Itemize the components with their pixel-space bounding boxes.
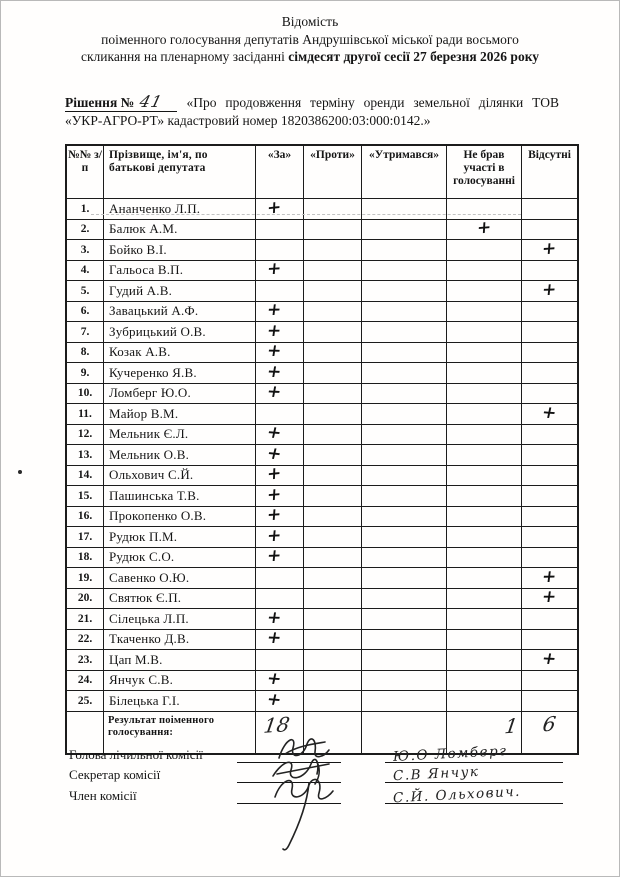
header-vidsutni: Відсутні bbox=[522, 145, 579, 199]
deputy-name-cell: Сілецька Л.П. bbox=[104, 609, 256, 630]
vote-cell-vidsutni bbox=[522, 629, 579, 650]
vote-cell-vidsutni bbox=[522, 670, 579, 691]
vote-cell-utrymavsia bbox=[362, 547, 447, 568]
vote-cell-ne_brav bbox=[447, 650, 522, 671]
vote-mark: + bbox=[264, 668, 284, 690]
vote-mark: + bbox=[264, 689, 284, 711]
vote-cell-proty bbox=[304, 465, 362, 486]
row-number-cell: 3. bbox=[66, 240, 104, 261]
row-number-cell: 19. bbox=[66, 568, 104, 589]
vote-cell-ne_brav bbox=[447, 465, 522, 486]
vote-cell-za bbox=[256, 650, 304, 671]
vote-cell-proty bbox=[304, 301, 362, 322]
vote-cell-ne_brav bbox=[447, 629, 522, 650]
header-ne-brav: Не брав участі в голосуванні bbox=[447, 145, 522, 199]
signature-role: Голова лічильної комісії bbox=[69, 746, 203, 762]
vote-mark: + bbox=[266, 463, 282, 486]
vote-cell-utrymavsia bbox=[362, 445, 447, 466]
deputy-name-cell: Ольхович С.Й. bbox=[104, 465, 256, 486]
vote-cell-vidsutni bbox=[522, 691, 579, 712]
vote-cell-utrymavsia bbox=[362, 342, 447, 363]
signature-line bbox=[237, 787, 341, 804]
row-number-cell: 4. bbox=[66, 260, 104, 281]
title-session-date: сімдесят другої сесії 27 березня 2026 року bbox=[288, 49, 540, 64]
deputy-name-cell: Ломберг Ю.О. bbox=[104, 383, 256, 404]
row-number-cell: 2. bbox=[66, 219, 104, 240]
vote-cell-ne_brav bbox=[447, 486, 522, 507]
result-ne-brav-value: 1 bbox=[503, 713, 520, 738]
vote-mark: + bbox=[541, 279, 558, 301]
deputy-row bbox=[66, 199, 578, 220]
deputy-row bbox=[66, 650, 578, 671]
vote-cell-utrymavsia bbox=[362, 424, 447, 445]
decision-paragraph bbox=[65, 93, 559, 129]
result-label: Результат поіменного голосування: bbox=[104, 711, 256, 754]
vote-cell-ne_brav bbox=[447, 691, 522, 712]
vote-cell-za bbox=[256, 424, 304, 445]
vote-cell-utrymavsia bbox=[362, 486, 447, 507]
title-line-3 bbox=[21, 48, 599, 66]
row-number-cell: 17. bbox=[66, 527, 104, 548]
vote-cell-utrymavsia bbox=[362, 199, 447, 220]
vote-mark: + bbox=[265, 320, 283, 341]
vote-cell-proty bbox=[304, 486, 362, 507]
vote-mark: + bbox=[541, 566, 558, 587]
deputy-name-cell: Козак А.В. bbox=[104, 342, 256, 363]
vote-cell-utrymavsia bbox=[362, 609, 447, 630]
vote-cell-za bbox=[256, 547, 304, 568]
vote-cell-vidsutni bbox=[522, 486, 579, 507]
deputy-row bbox=[66, 691, 578, 712]
decision-number-handwritten: 41 bbox=[137, 92, 165, 111]
vote-cell-vidsutni bbox=[522, 363, 579, 384]
vote-mark: + bbox=[476, 217, 492, 239]
vote-mark: + bbox=[266, 196, 282, 219]
signature-name-line bbox=[385, 783, 563, 806]
vote-cell-za bbox=[256, 568, 304, 589]
vote-cell-proty bbox=[304, 219, 362, 240]
vote-cell-za bbox=[256, 240, 304, 261]
vote-cell-vidsutni bbox=[522, 219, 579, 240]
vote-mark: + bbox=[265, 300, 283, 321]
vote-cell-proty bbox=[304, 383, 362, 404]
vote-cell-proty bbox=[304, 199, 362, 220]
vote-cell-proty bbox=[304, 240, 362, 261]
vote-cell-za bbox=[256, 691, 304, 712]
vote-cell-utrymavsia bbox=[362, 650, 447, 671]
vote-cell-proty bbox=[304, 609, 362, 630]
signature-name-handwritten: С.Й. Ольхович. bbox=[392, 783, 522, 806]
vote-cell-za bbox=[256, 629, 304, 650]
vote-cell-za bbox=[256, 588, 304, 609]
vote-cell-vidsutni bbox=[522, 404, 579, 425]
vote-cell-vidsutni bbox=[522, 527, 579, 548]
deputy-name-cell: Завацький А.Ф. bbox=[104, 301, 256, 322]
row-number-cell: 16. bbox=[66, 506, 104, 527]
vote-cell-ne_brav bbox=[447, 363, 522, 384]
vote-cell-utrymavsia bbox=[362, 363, 447, 384]
deputy-row bbox=[66, 424, 578, 445]
deputy-row bbox=[66, 322, 578, 343]
row-number-cell: 25. bbox=[66, 691, 104, 712]
vote-cell-za bbox=[256, 260, 304, 281]
vote-cell-proty bbox=[304, 670, 362, 691]
signature-name-line bbox=[385, 763, 563, 785]
header-row bbox=[66, 145, 578, 199]
vote-cell-vidsutni bbox=[522, 322, 579, 343]
vote-cell-za bbox=[256, 219, 304, 240]
deputy-name-cell: Зубрицький О.В. bbox=[104, 322, 256, 343]
vote-cell-za bbox=[256, 506, 304, 527]
deputy-row bbox=[66, 260, 578, 281]
row-number-cell: 11. bbox=[66, 404, 104, 425]
header-number: №№ з/п bbox=[66, 145, 104, 199]
vote-cell-ne_brav bbox=[447, 260, 522, 281]
vote-mark: + bbox=[266, 504, 282, 526]
deputy-name-cell: Мельник О.В. bbox=[104, 445, 256, 466]
vote-cell-ne_brav bbox=[447, 527, 522, 548]
signature-role: Секретар комісії bbox=[69, 767, 161, 782]
vote-cell-utrymavsia bbox=[362, 568, 447, 589]
vote-cell-za bbox=[256, 527, 304, 548]
deputy-name-cell: Гудий А.В. bbox=[104, 281, 256, 302]
deputy-row bbox=[66, 363, 578, 384]
vote-cell-ne_brav bbox=[447, 322, 522, 343]
vote-cell-utrymavsia bbox=[362, 301, 447, 322]
signature-block bbox=[69, 742, 569, 804]
signature-scribble bbox=[265, 773, 345, 807]
deputy-row bbox=[66, 609, 578, 630]
vote-cell-ne_brav bbox=[447, 281, 522, 302]
deputy-name-cell: Мельник Є.Л. bbox=[104, 424, 256, 445]
deputy-name-cell: Янчук С.В. bbox=[104, 670, 256, 691]
deputy-row bbox=[66, 445, 578, 466]
scan-speck bbox=[18, 470, 22, 474]
vote-cell-utrymavsia bbox=[362, 670, 447, 691]
header-utrymavsia: «Утримався» bbox=[362, 145, 447, 199]
deputy-name-cell: Білецька Г.І. bbox=[104, 691, 256, 712]
vote-cell-proty bbox=[304, 691, 362, 712]
deputy-row bbox=[66, 670, 578, 691]
vote-mark: + bbox=[265, 607, 283, 628]
vote-mark: + bbox=[265, 628, 283, 649]
result-za-value: 18 bbox=[262, 711, 292, 738]
vote-cell-proty bbox=[304, 363, 362, 384]
vote-cell-proty bbox=[304, 568, 362, 589]
deputy-row bbox=[66, 383, 578, 404]
deputy-name-cell: Ткаченко Д.В. bbox=[104, 629, 256, 650]
scan-artifact-line bbox=[91, 214, 521, 215]
vote-cell-za bbox=[256, 196, 304, 220]
row-number-cell: 13. bbox=[66, 445, 104, 466]
row-number-cell: 7. bbox=[66, 322, 104, 343]
header-za: «За» bbox=[256, 145, 304, 199]
vote-cell-ne_brav bbox=[447, 547, 522, 568]
vote-cell-ne_brav bbox=[447, 383, 522, 404]
vote-cell-utrymavsia bbox=[362, 260, 447, 281]
document-title bbox=[21, 13, 599, 66]
vote-cell-utrymavsia bbox=[362, 629, 447, 650]
vote-cell-ne_brav bbox=[447, 670, 522, 691]
vote-cell-utrymavsia bbox=[362, 506, 447, 527]
vote-cell-vidsutni bbox=[522, 465, 579, 486]
vote-cell-za bbox=[256, 670, 304, 691]
header-proty: «Проти» bbox=[304, 145, 362, 199]
deputy-name-cell: Бойко В.І. bbox=[104, 240, 256, 261]
vote-cell-ne_brav bbox=[447, 301, 522, 322]
signature-name-handwritten: С.В Янчук bbox=[392, 763, 480, 785]
vote-mark: + bbox=[265, 361, 283, 382]
vote-mark: + bbox=[540, 402, 559, 424]
vote-cell-proty bbox=[304, 629, 362, 650]
vote-cell-vidsutni bbox=[522, 588, 579, 609]
vote-cell-proty bbox=[304, 445, 362, 466]
vote-mark: + bbox=[266, 525, 283, 547]
vote-mark: + bbox=[265, 381, 284, 403]
row-number-cell: 15. bbox=[66, 486, 104, 507]
deputy-row bbox=[66, 629, 578, 650]
vote-cell-vidsutni bbox=[522, 424, 579, 445]
vote-cell-vidsutni bbox=[522, 199, 579, 220]
vote-cell-ne_brav bbox=[447, 568, 522, 589]
vote-cell-proty bbox=[304, 527, 362, 548]
vote-cell-ne_brav bbox=[447, 240, 522, 261]
vote-cell-proty bbox=[304, 322, 362, 343]
vote-cell-vidsutni bbox=[522, 650, 579, 671]
vote-cell-vidsutni bbox=[522, 281, 579, 302]
vote-cell-utrymavsia bbox=[362, 527, 447, 548]
voting-table bbox=[65, 144, 579, 755]
vote-cell-ne_brav bbox=[447, 219, 522, 240]
vote-cell-utrymavsia bbox=[362, 465, 447, 486]
row-number-cell: 1. bbox=[66, 199, 104, 220]
vote-cell-vidsutni bbox=[522, 383, 579, 404]
vote-mark: + bbox=[266, 258, 283, 280]
row-number-cell: 6. bbox=[66, 301, 104, 322]
vote-cell-za bbox=[256, 342, 304, 363]
vote-cell-vidsutni bbox=[522, 506, 579, 527]
vote-cell-vidsutni bbox=[522, 568, 579, 589]
row-number-cell: 14. bbox=[66, 465, 104, 486]
vote-cell-za bbox=[256, 383, 304, 404]
vote-cell-utrymavsia bbox=[362, 240, 447, 261]
vote-cell-vidsutni bbox=[522, 445, 579, 466]
deputy-name-cell: Кучеренко Я.В. bbox=[104, 363, 256, 384]
vote-cell-za bbox=[256, 445, 304, 466]
decision-label: Рішення № bbox=[65, 95, 135, 110]
decision-text: «Про продовження терміну оренди земельної ділянки ТОВ «УКР-АГРО-РТ» кадастровий номер 1820386200:03:000:0142.» bbox=[65, 95, 559, 128]
vote-cell-vidsutni bbox=[522, 547, 579, 568]
deputy-row bbox=[66, 301, 578, 322]
vote-cell-za bbox=[256, 465, 304, 486]
vote-cell-utrymavsia bbox=[362, 383, 447, 404]
row-number-cell: 8. bbox=[66, 342, 104, 363]
deputy-name-cell: Пашинська Т.В. bbox=[104, 486, 256, 507]
deputy-row bbox=[66, 404, 578, 425]
deputy-row bbox=[66, 486, 578, 507]
row-number-cell: 23. bbox=[66, 650, 104, 671]
row-number-cell: 18. bbox=[66, 547, 104, 568]
vote-cell-proty bbox=[304, 342, 362, 363]
vote-cell-proty bbox=[304, 506, 362, 527]
vote-cell-proty bbox=[304, 650, 362, 671]
vote-cell-utrymavsia bbox=[362, 219, 447, 240]
deputy-row bbox=[66, 506, 578, 527]
vote-cell-za bbox=[256, 301, 304, 322]
vote-cell-utrymavsia bbox=[362, 281, 447, 302]
vote-mark: + bbox=[265, 545, 283, 567]
deputy-name-cell: Цап М.В. bbox=[104, 650, 256, 671]
deputy-name-cell: Прокопенко О.В. bbox=[104, 506, 256, 527]
result-vidsutni-value: 6 bbox=[541, 711, 558, 736]
deputy-name-cell: Святюк Є.П. bbox=[104, 588, 256, 609]
deputy-row bbox=[66, 281, 578, 302]
vote-cell-proty bbox=[304, 424, 362, 445]
signature-name-handwritten: Ю.О Ломберг bbox=[392, 742, 508, 765]
vote-mark: + bbox=[540, 648, 559, 670]
vote-cell-proty bbox=[304, 281, 362, 302]
deputy-rows bbox=[66, 196, 578, 712]
vote-cell-utrymavsia bbox=[362, 322, 447, 343]
vote-cell-za bbox=[256, 486, 304, 507]
vote-cell-ne_brav bbox=[447, 588, 522, 609]
deputy-row bbox=[66, 588, 578, 609]
row-number-cell: 9. bbox=[66, 363, 104, 384]
row-number-cell: 12. bbox=[66, 424, 104, 445]
deputy-name-cell: Майор В.М. bbox=[104, 404, 256, 425]
vote-cell-za bbox=[256, 404, 304, 425]
vote-cell-ne_brav bbox=[447, 404, 522, 425]
decision-number-underline bbox=[65, 93, 177, 112]
row-number-cell: 5. bbox=[66, 281, 104, 302]
row-number-cell: 20. bbox=[66, 588, 104, 609]
row-number-cell: 22. bbox=[66, 629, 104, 650]
vote-cell-proty bbox=[304, 588, 362, 609]
vote-mark: + bbox=[541, 238, 558, 260]
voting-table-header bbox=[66, 145, 578, 199]
vote-cell-za bbox=[256, 322, 304, 343]
vote-mark: + bbox=[266, 484, 282, 506]
vote-cell-proty bbox=[304, 260, 362, 281]
deputy-name-cell: Рудюк П.М. bbox=[104, 527, 256, 548]
title-line-3-regular: скликання на пленарному засіданні bbox=[80, 49, 289, 64]
vote-mark: + bbox=[264, 443, 284, 465]
vote-cell-proty bbox=[304, 404, 362, 425]
vote-cell-ne_brav bbox=[447, 424, 522, 445]
deputy-name-cell: Гальоса В.П. bbox=[104, 260, 256, 281]
vote-cell-vidsutni bbox=[522, 301, 579, 322]
signature-name-line bbox=[385, 742, 563, 765]
vote-cell-utrymavsia bbox=[362, 691, 447, 712]
signature-row-member bbox=[69, 783, 569, 804]
deputy-row bbox=[66, 219, 578, 240]
vote-cell-vidsutni bbox=[522, 240, 579, 261]
deputy-name-cell: Савенко О.Ю. bbox=[104, 568, 256, 589]
vote-cell-ne_brav bbox=[447, 445, 522, 466]
row-number-cell: 10. bbox=[66, 383, 104, 404]
vote-cell-za bbox=[256, 281, 304, 302]
vote-mark: + bbox=[264, 422, 284, 444]
vote-cell-za bbox=[256, 609, 304, 630]
vote-cell-za bbox=[256, 363, 304, 384]
vote-cell-ne_brav bbox=[447, 199, 522, 220]
deputy-row bbox=[66, 527, 578, 548]
vote-mark: + bbox=[540, 587, 559, 608]
deputy-name-cell: Ананченко Л.П. bbox=[104, 199, 256, 220]
vote-cell-vidsutni bbox=[522, 342, 579, 363]
row-number-cell: 24. bbox=[66, 670, 104, 691]
deputy-row bbox=[66, 547, 578, 568]
vote-cell-ne_brav bbox=[447, 506, 522, 527]
vote-cell-proty bbox=[304, 547, 362, 568]
deputy-row bbox=[66, 568, 578, 589]
deputy-name-cell: Балюк А.М. bbox=[104, 219, 256, 240]
vote-cell-utrymavsia bbox=[362, 588, 447, 609]
vote-cell-vidsutni bbox=[522, 260, 579, 281]
header-name: Прізвище, ім'я, по батькові депутата bbox=[104, 145, 256, 199]
deputy-row bbox=[66, 465, 578, 486]
vote-cell-vidsutni bbox=[522, 609, 579, 630]
vote-cell-ne_brav bbox=[447, 609, 522, 630]
deputy-row bbox=[66, 342, 578, 363]
deputy-name-cell: Рудюк С.О. bbox=[104, 547, 256, 568]
vote-cell-utrymavsia bbox=[362, 404, 447, 425]
signature-role: Член комісії bbox=[69, 787, 137, 803]
row-number-cell: 21. bbox=[66, 609, 104, 630]
vote-mark: + bbox=[265, 341, 283, 362]
title-line-2: поіменного голосування депутатів Андрушівської міської ради восьмого bbox=[101, 31, 519, 47]
title-line-1: Відомість bbox=[281, 14, 339, 29]
deputy-row bbox=[66, 240, 578, 261]
vote-cell-ne_brav bbox=[447, 342, 522, 363]
